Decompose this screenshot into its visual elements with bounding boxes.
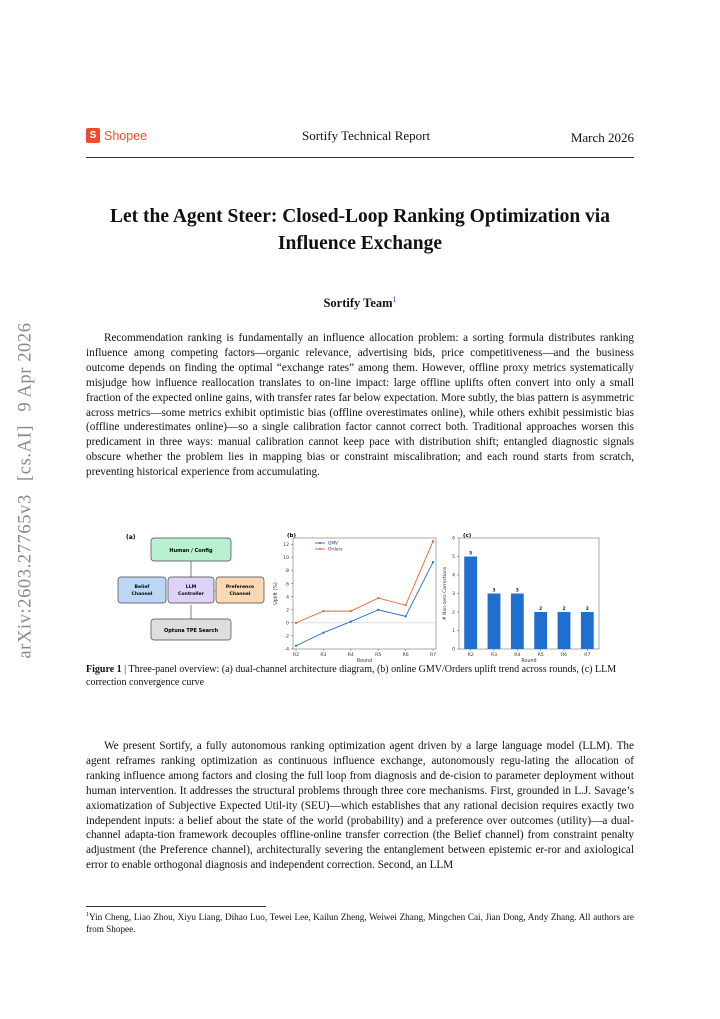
panel-c-xtick-label: R3	[490, 653, 498, 658]
bar-data-label: 2	[585, 607, 589, 612]
panel-b-xtick-label: R4	[347, 653, 354, 658]
panel-b-ytick-label: 10	[283, 556, 289, 562]
figure-caption	[86, 663, 634, 689]
panel-b-frame	[293, 538, 436, 649]
title-line-1: Let the Agent Steer: Closed-Loop Ranking Optimization via	[110, 206, 610, 227]
panel-c-xtick-label: R2	[467, 653, 474, 658]
orders-legend-label: Orders	[328, 547, 343, 553]
correction-bar	[581, 612, 594, 649]
panel-c-xtick-label: R6	[560, 653, 568, 658]
panel-b-ytick-label: -4	[284, 647, 289, 653]
orders-point	[432, 540, 434, 542]
gmv-point	[377, 609, 379, 611]
correction-bar	[464, 557, 477, 650]
caption-label: Figure 1	[86, 664, 122, 675]
abstract-text: Recommendation ranking is fundamentally an influence allocation problem: a sorting formula distributes ranking influence among competing factors—organic relevance, advertising bids, price competitiveness—and the business outcome depends on finding the optimal “exchange rates” among them. However, offline proxy metrics systematically misjudge how influence reallocation translates to on-line impact: large offline uplifts often convert into only a small fraction of the expected online gains, with transfer rates far below expectation. More subtly, the bias pattern is asymmetric across metrics—some metrics exhibit optimistic bias (offline overestimates online), while others exhibit pessimistic bias (offline underestimates online)—so a single calibration factor cannot correct both. Traditional approaches worsen this predicament in three ways: manual calibration cannot keep pace with distribution shift; entangled diagnostic signals obscure whether the problem lies in mapping bias or constraint miscalibration; and each round starts from scratch, preventing historical experience from accumulating.	[86, 332, 634, 479]
gmv-point	[350, 620, 352, 622]
orders-legend-marker	[319, 548, 321, 550]
orders-point	[295, 622, 297, 624]
shopee-bag-icon: S	[86, 128, 100, 143]
panel-b-line-chart	[273, 533, 436, 664]
panel-c-ylabel: # Non-zero Corrections	[443, 566, 448, 621]
panel-b-xtick-label: R5	[375, 653, 382, 658]
bar-data-label: 2	[562, 607, 566, 612]
panel-b-ylabel: Uplift (%)	[274, 582, 279, 605]
llm-controller-node	[168, 577, 214, 603]
abstract	[86, 331, 634, 480]
orders-point	[405, 604, 407, 606]
orders-point	[350, 610, 352, 612]
report-date: March 2026	[570, 130, 634, 145]
author-name: Sortify Team	[323, 296, 393, 311]
llm-label-1: LLM	[185, 585, 197, 590]
header-rule	[86, 157, 634, 158]
panel-b-ytick-label: 8	[286, 569, 289, 575]
preference-label-1: Preference	[225, 585, 255, 590]
body-paragraph	[86, 739, 634, 873]
panel-b-ytick-label: 6	[286, 582, 289, 588]
correction-bar	[534, 612, 547, 649]
brand-name: Shopee	[104, 128, 148, 143]
caption-text: Three-panel overview: (a) dual-channel architecture diagram, (b) online GMV/Orders uplift trend across rounds, (c) LLM correction convergence curve	[86, 664, 617, 688]
bar-data-label: 5	[469, 551, 473, 557]
panel-a-tag: (a)	[126, 534, 136, 541]
orders-point	[322, 610, 324, 612]
bar-data-label: 3	[515, 588, 519, 594]
panel-c-tag: (c)	[463, 533, 472, 539]
bar-data-label: 2	[539, 607, 543, 612]
panel-b-xtick-label: R7	[429, 653, 437, 658]
optuna-label: Optuna TPE Search	[163, 628, 219, 634]
arxiv-category: [cs.AI]	[15, 424, 36, 481]
title-line-2: Influence Exchange	[277, 233, 443, 254]
gmv-point	[405, 615, 407, 617]
preference-channel-node	[216, 577, 264, 603]
panel-c-xtick-label: R4	[514, 653, 521, 658]
panel-b-xtick-label: R2	[292, 653, 300, 658]
gmv-legend-label: GMV	[328, 541, 338, 547]
body-text: We present Sortify, a fully autonomous ranking optimization agent driven by a large language model (LLM). The agent reframes ranking optimization as continuous influence exchange, autonomously regu-lating the allocation of ranking influence among factors and closing the full loop from diagnosis and de-cision to parameter deployment without human intervention. It addresses the structural problems through three core mechanisms. First, grounded in L.J. Savage’s axiomatization of Subjective Expected Util-ity (SEU)—which establishes that any rational decision requires exactly two independent inputs: a belief about the state of the world (probability) and a preference over outcomes (utility)—a dual-channel adapta-tion framework decouples offline-online transfer correction (the Belief channel) from constraint penalty adjustment (the Preference channel), architecturally severing the entanglement between epistemic er-ror and axiological error to enable orthogonal diagnosis and independent correction. Second, an LLM	[86, 740, 634, 872]
bar-data-label: 3	[492, 588, 496, 594]
panel-b-xlabel: Round	[356, 659, 373, 664]
panel-b-ytick-label: 12	[283, 543, 289, 549]
panel-c-ytick-label: 0	[452, 647, 455, 653]
panel-c-ytick-label: 1	[452, 629, 455, 635]
brand-logo	[86, 128, 147, 143]
paper-title	[86, 203, 634, 257]
panel-a-diagram	[118, 534, 264, 640]
panel-c-frame	[459, 538, 599, 649]
correction-bar	[511, 594, 524, 650]
panel-b-xtick-label: R3	[320, 653, 327, 658]
panel-c-ytick-label: 4	[452, 573, 455, 579]
panel-c-xtick-label: R5	[537, 653, 544, 658]
arxiv-id: arXiv:2603.27765v3	[15, 494, 36, 659]
panel-c-xlabel: Round	[521, 659, 537, 664]
footnote	[86, 910, 634, 935]
footnote-rule	[86, 906, 266, 907]
panel-b-ytick-label: 4	[286, 595, 289, 601]
orders-point	[377, 597, 379, 599]
panel-c-ytick-label: 5	[452, 555, 455, 561]
caption-separator: |	[124, 664, 127, 675]
author-line	[86, 295, 634, 311]
report-title: Sortify Technical Report	[302, 128, 431, 143]
human-config-label: Human / Config	[169, 548, 213, 554]
footnote-text: Yin Cheng, Liao Zhou, Xiyu Liang, Dihao Luo, Tewei Lee, Kailun Zheng, Weiwei Zhang, Mingchen Cai, Jian Dong, Andy Zhang. All authors are from Shopee.	[86, 912, 634, 934]
belief-label-1: Belief	[134, 585, 150, 590]
gmv-legend-marker	[319, 542, 321, 544]
panel-b-ytick-label: 2	[286, 608, 289, 614]
footnote-mark: 1	[86, 912, 89, 918]
panel-c-ytick-label: 6	[452, 536, 455, 542]
correction-bar	[488, 594, 501, 650]
correction-bar	[558, 612, 571, 649]
llm-label-2: Controller	[178, 592, 204, 597]
orders-series-line	[296, 541, 433, 623]
panel-c-ytick-label: 3	[452, 592, 455, 598]
arxiv-stamp	[16, 201, 37, 781]
preference-label-2: Channel	[229, 592, 251, 597]
gmv-point	[432, 561, 434, 563]
panel-c-bar-chart	[442, 533, 599, 664]
gmv-series-line	[296, 562, 433, 646]
panel-b-ytick-label: 0	[286, 621, 289, 627]
arxiv-date: 9 Apr 2026	[15, 322, 36, 412]
figure-1	[118, 530, 608, 664]
gmv-point	[295, 645, 297, 647]
panel-c-xtick-label: R7	[584, 653, 591, 658]
author-footnote-mark[interactable]: 1	[392, 295, 397, 304]
panel-b-tag: (b)	[287, 533, 296, 539]
gmv-point	[322, 632, 324, 634]
belief-label-2: Channel	[131, 592, 153, 597]
panel-b-ytick-label: -2	[284, 634, 289, 640]
panel-b-xtick-label: R6	[402, 653, 409, 658]
belief-channel-node	[118, 577, 166, 603]
panel-c-ytick-label: 2	[452, 610, 455, 616]
